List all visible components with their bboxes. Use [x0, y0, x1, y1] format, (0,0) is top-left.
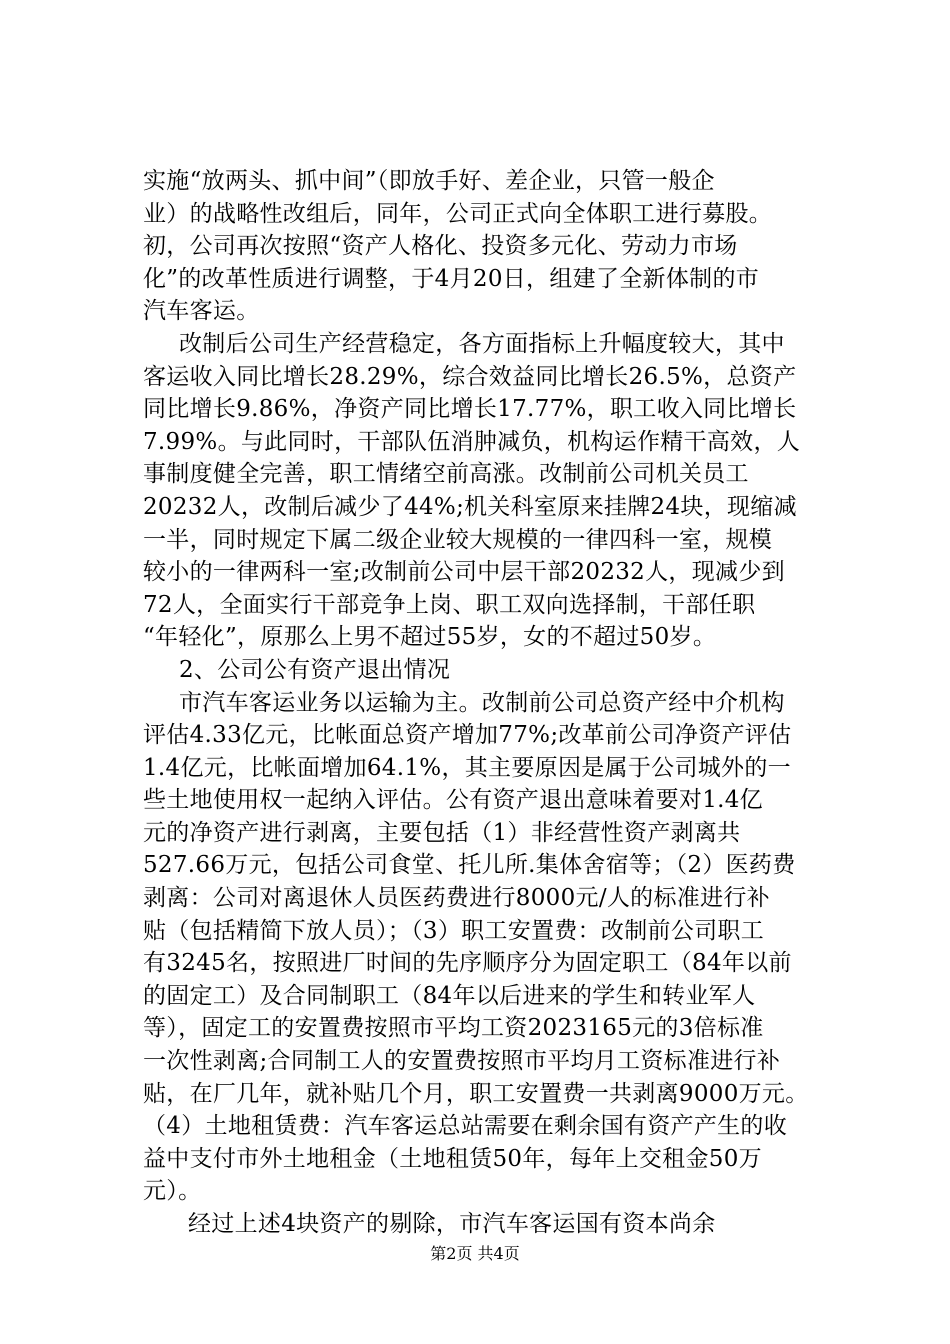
text-line: 剥离：公司对离退休人员医药费进行8000元/人的标准进行补 — [143, 885, 770, 912]
text-line: （4）土地租赁费：汽车客运总站需要在剩余国有资产产生的收 — [143, 1113, 788, 1140]
page-number: 第2页 共4页 — [430, 1244, 520, 1263]
text-line: 贴（包括精简下放人员）；（3）职工安置费：改制前公司职工 — [143, 917, 765, 944]
text-line: 客运收入同比增长28.29%，综合效益同比增长26.5%，总资产 — [143, 363, 797, 390]
page-footer — [0, 1244, 950, 1264]
text-line: 业）的战略性改组后，同年，公司正式向全体职工进行募股。 — [143, 200, 773, 227]
paragraph-start-line: 市汽车客运业务以运输为主。改制前公司总资产经中介机构 — [179, 689, 785, 716]
text-line: 的固定工）及合同制职工（84年以后进来的学生和转业军人 — [143, 982, 756, 1009]
body-text — [143, 165, 835, 1241]
text-line: 72人，全面实行干部竞争上岗、职工双向选择制，干部任职 — [143, 591, 756, 618]
text-line: 同比增长9.86%，净资产同比增长17.77%，职工收入同比增长 — [143, 396, 797, 423]
text-line: 7.99%。与此同时，干部队伍消肿减负，机构运作精干高效，人 — [143, 428, 801, 455]
text-line: 一次性剥离;合同制工人的安置费按照市平均月工资标准进行补 — [143, 1048, 781, 1075]
paragraph-start-line: 改制后公司生产经营稳定，各方面指标上升幅度较大，其中 — [179, 330, 785, 357]
text-line: 益中支付市外土地租金（土地租赁50年，每年上交租金50万 — [143, 1145, 762, 1172]
text-line: 贴，在厂几年，就补贴几个月，职工安置费一共剥离9000万元。 — [143, 1080, 809, 1107]
text-line: 较小的一律两科一室;改制前公司中层干部20232人，现减少到 — [143, 559, 785, 586]
text-line: 一半，同时规定下属二级企业较大规模的一律四科一室，规模 — [143, 526, 773, 553]
text-line: 化”的改革性质进行调整，于4月20日，组建了全新体制的市 — [143, 265, 760, 292]
text-line: 评估4.33亿元，比帐面总资产增加77%;改革前公司净资产评估 — [143, 722, 792, 749]
text-line: 等），固定工的安置费按照市平均工资2023165元的3倍标准 — [143, 1015, 764, 1042]
text-line: 元的净资产进行剥离，主要包括（1）非经营性资产剥离共 — [143, 819, 741, 846]
section-heading: 2、公司公有资产退出情况 — [179, 656, 451, 683]
paragraph-start-line: 经过上述4块资产的剔除，市汽车客运国有资本尚余 — [188, 1211, 716, 1237]
text-line: 汽车客运。 — [143, 298, 260, 325]
text-line: 实施“放两头、抓中间”（即放手好、差企业，只管一般企 — [143, 168, 715, 194]
text-line: 初，公司再次按照“资产人格化、投资多元化、劳动力市场 — [143, 233, 738, 260]
text-line: “年轻化”，原那么上男不超过55岁，女的不超过50岁。 — [143, 624, 717, 651]
text-line: 事制度健全完善，职工情绪空前高涨。改制前公司机关员工 — [143, 461, 749, 488]
text-line: 有3245名，按照进厂时间的先序顺序分为固定职工（84年以前 — [143, 950, 792, 977]
text-line: 1.4亿元，比帐面增加64.1%，其主要原因是属于公司城外的一 — [143, 754, 791, 781]
text-line: 20232人，改制后减少了44%;机关科室原来挂牌24块，现缩减 — [143, 493, 797, 520]
text-line: 些土地使用权一起纳入评估。公有资产退出意味着要对1.4亿 — [143, 787, 763, 814]
text-line: 527.66万元，包括公司食堂、托儿所.集体舍宿等；（2）医药费 — [143, 852, 796, 879]
text-line: 元）。 — [143, 1178, 202, 1205]
